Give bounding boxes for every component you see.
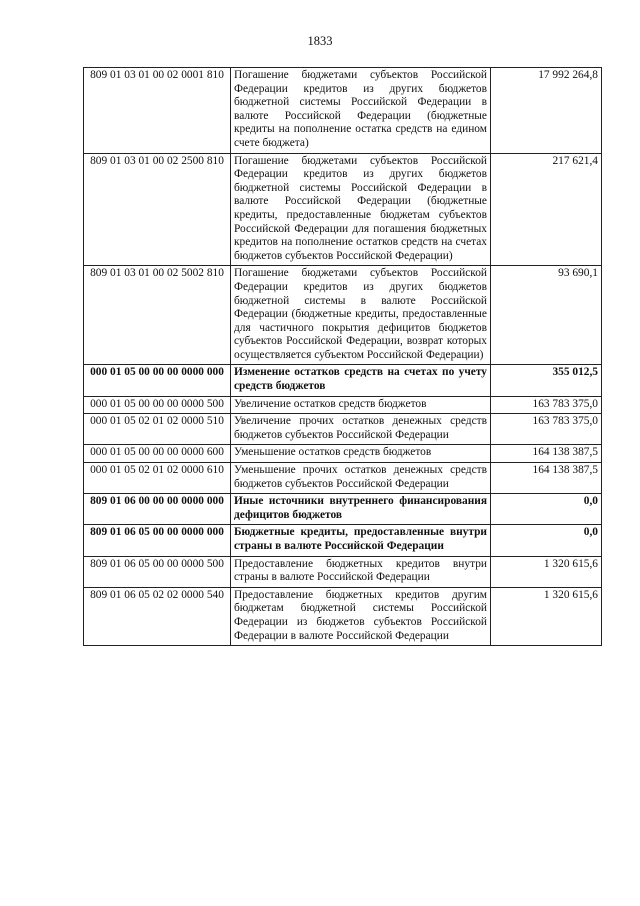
table-row xyxy=(84,396,602,414)
description-cell: Изменение остатков средств на счетах по учету средств бюджетов xyxy=(231,365,491,396)
table-row xyxy=(84,463,602,494)
amount-cell: 1 320 615,6 xyxy=(491,556,602,587)
table-row xyxy=(84,266,602,365)
description-cell: Увеличение остатков средств бюджетов xyxy=(231,396,491,414)
amount-cell: 1 320 615,6 xyxy=(491,587,602,645)
amount-cell: 17 992 264,8 xyxy=(491,68,602,154)
code-cell: 000 01 05 02 01 02 0000 510 xyxy=(84,414,231,445)
description-cell: Бюджетные кредиты, предоставленные внутри страны в валюте Российской Федерации xyxy=(231,525,491,556)
amount-cell: 164 138 387,5 xyxy=(491,445,602,463)
table-row xyxy=(84,556,602,587)
description-cell: Погашение бюджетами субъектов Российской Федерации кредитов из других бюджетов бюджетной системы Российской Федерации в валюте Российской Федерации (бюджетные кредиты на пополнение остатка средств на едином счете бюджета) xyxy=(231,68,491,154)
page-number: 1833 xyxy=(307,34,333,48)
code-cell: 809 01 06 00 00 00 0000 000 xyxy=(84,494,231,525)
table-body xyxy=(84,68,602,646)
amount-cell: 0,0 xyxy=(491,494,602,525)
description-cell: Увеличение прочих остатков денежных средств бюджетов субъектов Российской Федерации xyxy=(231,414,491,445)
table-row xyxy=(84,68,602,154)
table-row xyxy=(84,494,602,525)
code-cell: 000 01 05 00 00 00 0000 600 xyxy=(84,445,231,463)
description-cell: Уменьшение остатков средств бюджетов xyxy=(231,445,491,463)
table-row xyxy=(84,414,602,445)
code-cell: 809 01 06 05 00 00 0000 000 xyxy=(84,525,231,556)
description-cell: Иные источники внутреннего финансирования дефицитов бюджетов xyxy=(231,494,491,525)
amount-cell: 355 012,5 xyxy=(491,365,602,396)
description-cell: Предоставление бюджетных кредитов внутри страны в валюте Российской Федерации xyxy=(231,556,491,587)
code-cell: 809 01 06 05 00 00 0000 500 xyxy=(84,556,231,587)
amount-cell: 163 783 375,0 xyxy=(491,396,602,414)
table-row xyxy=(84,587,602,645)
amount-cell: 164 138 387,5 xyxy=(491,463,602,494)
amount-cell: 93 690,1 xyxy=(491,266,602,365)
code-cell: 000 01 05 02 01 02 0000 610 xyxy=(84,463,231,494)
table-row xyxy=(84,153,602,266)
code-cell: 000 01 05 00 00 00 0000 000 xyxy=(84,365,231,396)
description-cell: Предоставление бюджетных кредитов другим бюджетам бюджетной системы Российской Федерации из бюджетов субъектов Российской Федерации в валюте Российской Федерации xyxy=(231,587,491,645)
amount-cell: 0,0 xyxy=(491,525,602,556)
code-cell: 000 01 05 00 00 00 0000 500 xyxy=(84,396,231,414)
code-cell: 809 01 03 01 00 02 2500 810 xyxy=(84,153,231,266)
amount-cell: 217 621,4 xyxy=(491,153,602,266)
description-cell: Погашение бюджетами субъектов Российской Федерации кредитов из других бюджетов бюджетной системы Российской Федерации в валюте Российской Федерации (бюджетные кредиты, предоставленные бюджетам субъектов Российской Федерации для погашения бюджетных кредитов на пополнение остатков средств на счетах бюджетов субъектов Российской Федерации) xyxy=(231,153,491,266)
code-cell: 809 01 03 01 00 02 5002 810 xyxy=(84,266,231,365)
table-row xyxy=(84,365,602,396)
code-cell: 809 01 03 01 00 02 0001 810 xyxy=(84,68,231,154)
table-row xyxy=(84,525,602,556)
budget-sources-table xyxy=(83,67,602,646)
description-cell: Уменьшение прочих остатков денежных средств бюджетов субъектов Российской Федерации xyxy=(231,463,491,494)
amount-cell: 163 783 375,0 xyxy=(491,414,602,445)
description-cell: Погашение бюджетами субъектов Российской Федерации кредитов из других бюджетов бюджетной системы в валюте Российской Федерации (бюджетные кредиты, предоставленные для частичного покрытия дефицитов бюджетов субъектов Российской Федерации, возврат которых осуществляется субъектом Российской Федерации) xyxy=(231,266,491,365)
table-row xyxy=(84,445,602,463)
code-cell: 809 01 06 05 02 02 0000 540 xyxy=(84,587,231,645)
